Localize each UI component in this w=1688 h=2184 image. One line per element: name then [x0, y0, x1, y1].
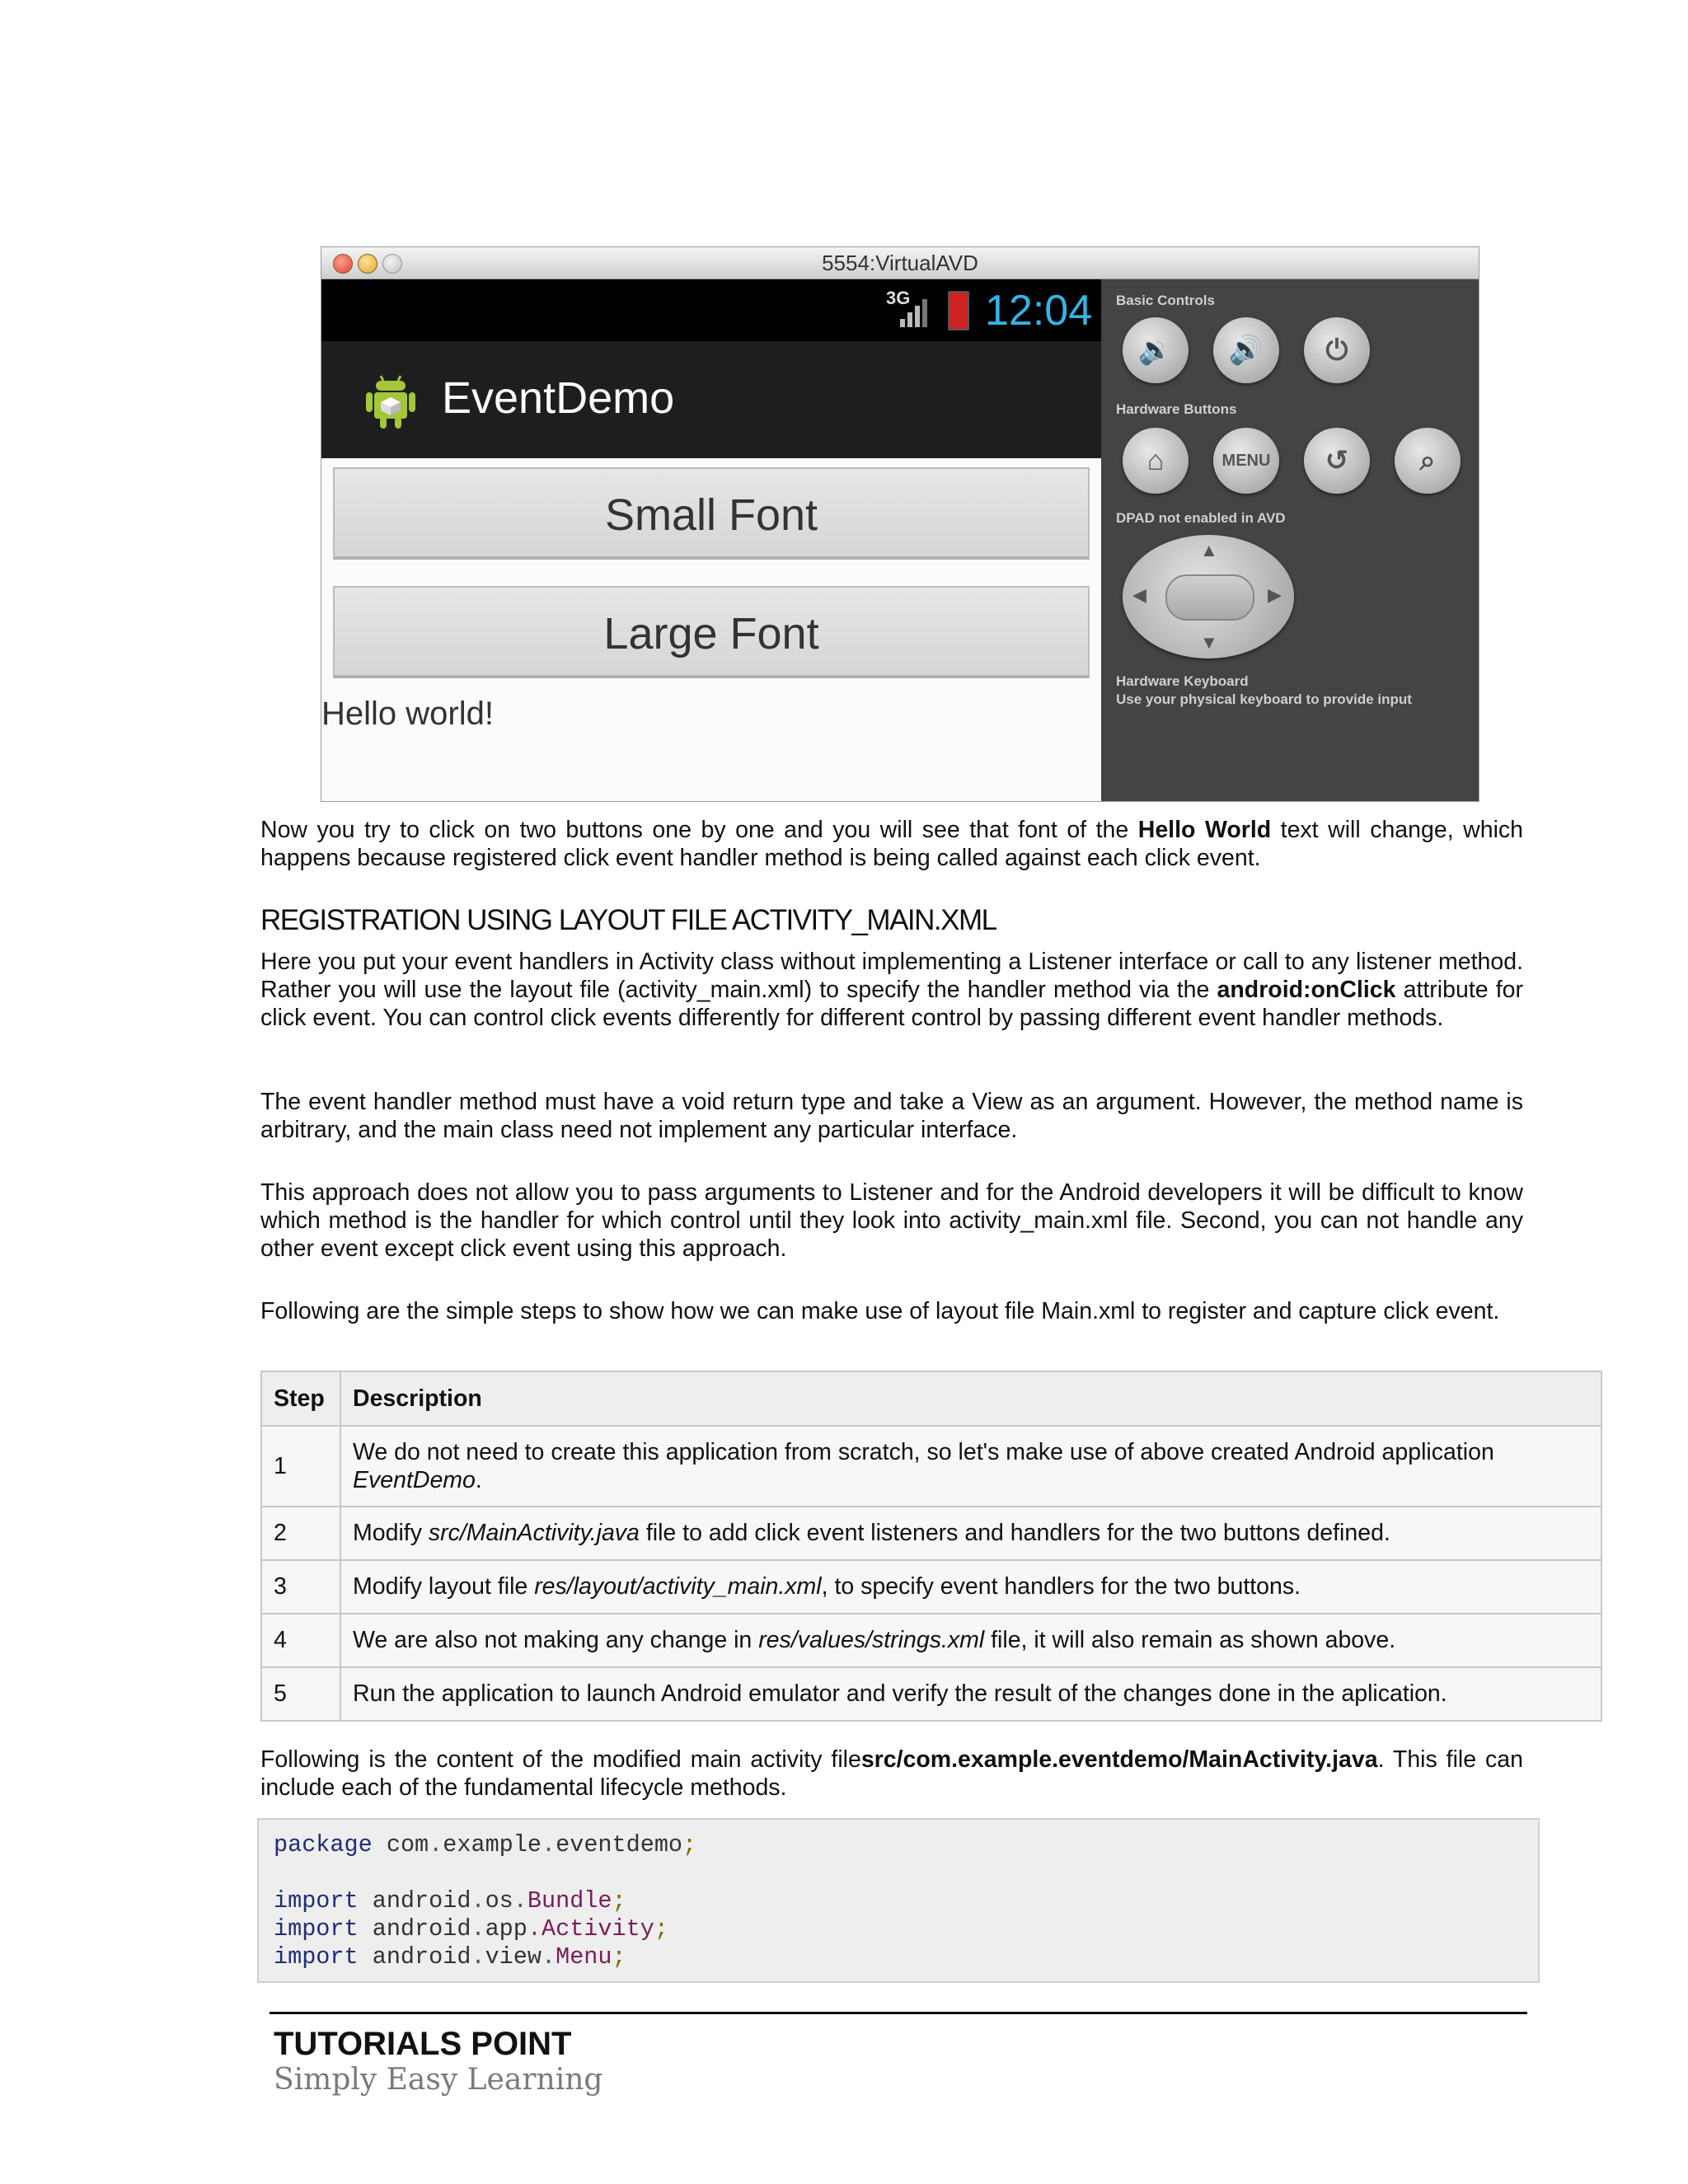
paragraph-approach-limits: This approach does not allow you to pass arguments to Listener and for the Android developers it will be difficult to know which method is the handler for which control until they look into activity_main.xml file. Second, you can not handle any other event except click event using this approach.	[260, 1179, 1523, 1262]
table-row	[261, 1667, 1601, 1721]
status-clock: 12:04	[985, 287, 1093, 335]
hello-world-text: Hello world!	[321, 696, 494, 732]
dpad-center-button[interactable]	[1165, 574, 1254, 621]
emulator-title-bar	[321, 247, 1479, 279]
emulator-window-title: 5554:VirtualAVD	[822, 251, 978, 275]
emulator-screenshot	[321, 247, 1479, 801]
app-action-bar	[321, 341, 1101, 458]
menu-button[interactable]: MENU	[1213, 428, 1279, 494]
table-row	[261, 1507, 1601, 1560]
volume-down-icon[interactable]: 🔉	[1123, 317, 1189, 383]
step-number: 1	[261, 1426, 340, 1507]
code-line: import android.os.Bundle;	[274, 1887, 626, 1915]
back-icon[interactable]: ↺	[1304, 428, 1370, 494]
dpad-control[interactable]	[1123, 535, 1294, 658]
power-icon[interactable]: ⏻	[1304, 317, 1370, 383]
onclick-attribute: android:onClick	[1217, 977, 1396, 1003]
code-line: import android.app.Activity;	[274, 1915, 668, 1943]
minimize-window-icon[interactable]	[358, 254, 377, 274]
dpad-label: DPAD not enabled in AVD	[1116, 510, 1286, 526]
footer-tagline: Simply Easy Learning	[274, 2063, 603, 2097]
code-line: package com.example.eventdemo;	[274, 1831, 697, 1858]
search-icon[interactable]: ⌕	[1395, 428, 1461, 494]
file-path-bold: src/com.example.eventdemo/MainActivity.java	[860, 1746, 1378, 1773]
large-font-button[interactable]: Large Font	[333, 586, 1090, 678]
hello-world-bold: Hello World	[1137, 817, 1272, 843]
step-description: We do not need to create this application from scratch, so let's make use of above created Android application EventDemo.	[340, 1426, 1601, 1507]
steps-table	[260, 1371, 1602, 1722]
dpad-up-icon[interactable]: ▲	[1200, 540, 1218, 560]
volume-up-icon[interactable]: 🔊	[1213, 317, 1279, 383]
footer-divider	[270, 2012, 1527, 2014]
dpad-left-icon[interactable]: ◀	[1132, 584, 1146, 605]
hardware-buttons-label: Hardware Buttons	[1116, 401, 1237, 417]
paragraph-code-intro: Following is the content of the modified main activity filesrc/com.example.eventdemo/MainActivity.java. This file can include each of the fundamental lifecycle methods.	[260, 1746, 1523, 1801]
table-row	[261, 1560, 1601, 1614]
footer-brand: TUTORIALS POINT	[274, 2026, 572, 2062]
code-block	[257, 1818, 1540, 1983]
paragraph-handler-signature: The event handler method must have a void return type and take a View as an argument. However, the method name is arbitrary, and the main class need not implement any particular interface.	[260, 1089, 1523, 1143]
step-number: 3	[261, 1560, 340, 1614]
header-description: Description	[340, 1371, 1601, 1426]
paragraph-layout-intro: Here you put your event handlers in Activity class without implementing a Listener interface or call to any listener method. Rather you will use the layout file (activity_main.xml) to specify the handler method via the android:onClick attribute for click event. You can control click events differently for different control by passing different event handler methods.	[260, 949, 1523, 1031]
step-description: Modify src/MainActivity.java file to add click event listeners and handlers for the two buttons defined.	[340, 1507, 1601, 1560]
close-window-icon[interactable]	[333, 254, 353, 274]
phone-screen	[321, 279, 1101, 801]
table-header-row	[261, 1371, 1601, 1426]
network-type-label: 3G	[886, 288, 911, 308]
step-description: We are also not making any change in res/values/strings.xml file, it will also remain as shown above.	[340, 1614, 1601, 1667]
dpad-right-icon[interactable]: ▶	[1268, 584, 1282, 605]
basic-controls-label: Basic Controls	[1116, 293, 1215, 308]
step-number: 5	[261, 1667, 340, 1721]
signal-strength-icon	[898, 296, 931, 329]
hardware-keyboard-label: Hardware Keyboard	[1116, 673, 1249, 689]
step-description: Run the application to launch Android emulator and verify the result of the changes done in the aplication.	[340, 1667, 1601, 1721]
header-step: Step	[261, 1371, 340, 1426]
emulator-controls-panel	[1101, 279, 1479, 801]
maximize-window-icon[interactable]	[382, 254, 402, 274]
status-bar	[321, 279, 1101, 341]
step-number: 2	[261, 1507, 340, 1560]
small-font-button[interactable]: Small Font	[333, 467, 1090, 560]
home-icon[interactable]: ⌂	[1123, 428, 1189, 494]
android-robot-icon	[358, 366, 424, 432]
paragraph-steps-intro: Following are the simple steps to show how we can make use of layout file Main.xml to register and capture click event.	[260, 1298, 1500, 1324]
step-description: Modify layout file res/layout/activity_main.xml, to specify event handlers for the two buttons.	[340, 1560, 1601, 1614]
keyboard-hint: Use your physical keyboard to provide input	[1116, 691, 1412, 707]
battery-icon	[948, 291, 969, 330]
dpad-down-icon[interactable]: ▼	[1200, 632, 1218, 653]
intro-paragraph: Now you try to click on two buttons one by one and you will see that font of the Hello World text will change, which happens because registered click event handler method is being called against each click event.	[260, 817, 1523, 871]
table-row	[261, 1614, 1601, 1667]
app-title: EventDemo	[442, 373, 675, 423]
code-line: import android.view.Menu;	[274, 1943, 626, 1971]
section-heading: REGISTRATION USING LAYOUT FILE ACTIVITY_MAIN.XML	[260, 904, 996, 936]
table-row	[261, 1426, 1601, 1507]
step-number: 4	[261, 1614, 340, 1667]
